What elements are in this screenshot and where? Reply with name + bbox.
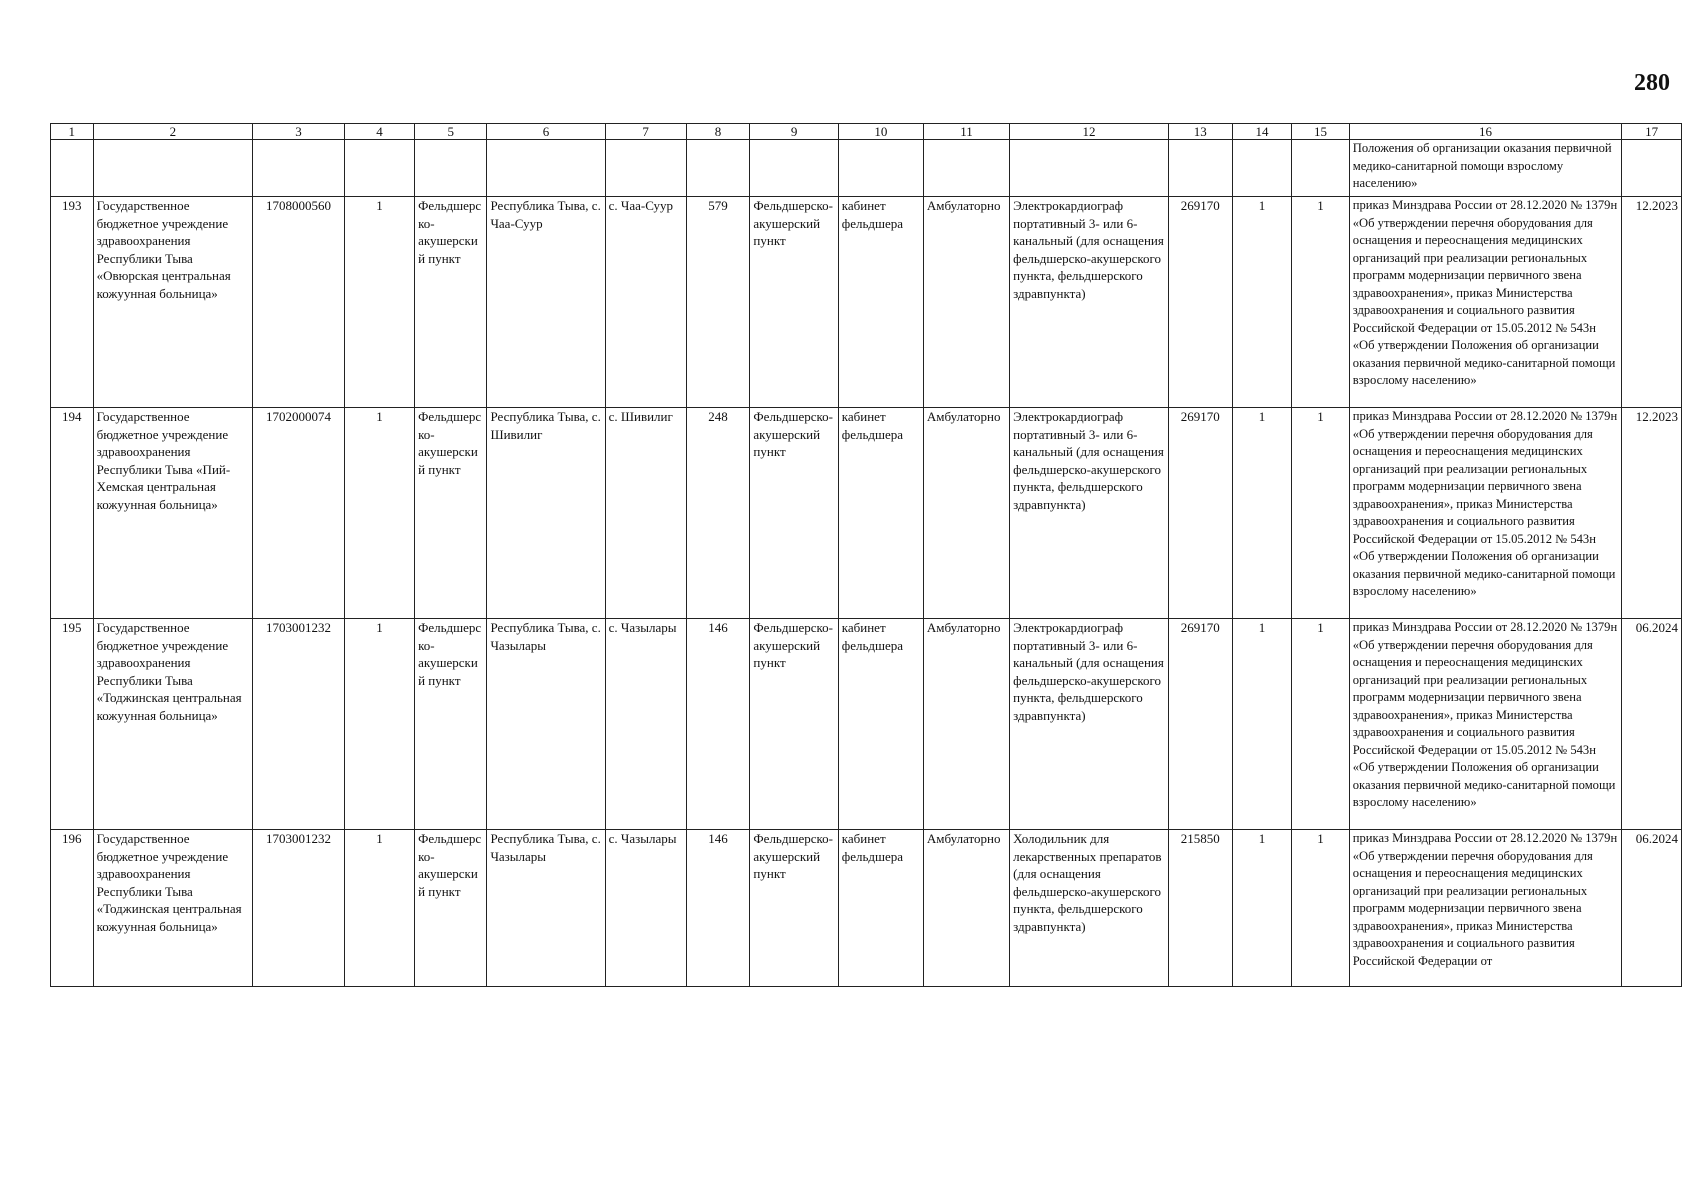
- column-header: 12: [1010, 124, 1169, 140]
- room-cell: кабинет фельдшера: [838, 619, 923, 830]
- care-type-cell: Амбулаторно: [923, 408, 1009, 619]
- care-type-cell: Амбулаторно: [923, 830, 1009, 987]
- date-cell: 06.2024: [1622, 619, 1682, 830]
- institution-cell: Государственное бюджетное учреждение здравоохранения Республики Тыва «Пий-Хемская центральная кожуунная больница»: [93, 408, 253, 619]
- equipment-table: [50, 123, 1682, 987]
- price-cell: 269170: [1168, 197, 1232, 408]
- count-cell: 1: [1292, 408, 1349, 619]
- price-cell: 215850: [1168, 830, 1232, 987]
- quantity-cell: 1: [344, 830, 414, 987]
- unit-cell: Фельдшерско-акушерский пункт: [750, 619, 838, 830]
- column-header: 3: [253, 124, 345, 140]
- column-header: 1: [51, 124, 94, 140]
- column-header: 14: [1232, 124, 1292, 140]
- count-cell: 1: [1292, 830, 1349, 987]
- table-row: [51, 830, 1682, 987]
- page-number: 280: [1634, 70, 1670, 96]
- facility-type-cell: Фельдшерско-акушерский пункт: [415, 408, 487, 619]
- column-header: 16: [1349, 124, 1622, 140]
- column-header: 13: [1168, 124, 1232, 140]
- equipment-cell: Электрокардиограф портативный 3- или 6-канальный (для оснащения фельдшерско-акушерского пункта, фельдшерского здравпункта): [1010, 408, 1169, 619]
- count-cell: 1: [1292, 619, 1349, 830]
- count-cell: 1: [1232, 619, 1292, 830]
- basis-cell: приказ Минздрава России от 28.12.2020 № 1379н «Об утверждении перечня оборудования для оснащения и переоснащения медицинских организаций при реализации региональных программ модернизации первичного звена здравоохранения», приказ Министерства здравоохранения и социального развития Российской Федерации от: [1349, 830, 1622, 987]
- column-header: 10: [838, 124, 923, 140]
- equipment-cell: Электрокардиограф портативный 3- или 6-канальный (для оснащения фельдшерско-акушерского пункта, фельдшерского здравпункта): [1010, 619, 1169, 830]
- count-cell: 1: [1232, 830, 1292, 987]
- institution-cell: Государственное бюджетное учреждение здравоохранения Республики Тыва «Тоджинская центральная кожуунная больница»: [93, 619, 253, 830]
- quantity-cell: 1: [344, 197, 414, 408]
- room-cell: кабинет фельдшера: [838, 830, 923, 987]
- continuation-basis-cell: Положения об организации оказания первичной медико-санитарной помощи взрослому населению»: [1349, 140, 1622, 197]
- row-number-cell: 193: [51, 197, 94, 408]
- region-cell: Республика Тыва, с. Чазылары: [487, 619, 605, 830]
- region-cell: Республика Тыва, с. Шивилиг: [487, 408, 605, 619]
- population-cell: 146: [686, 830, 750, 987]
- row-number-cell: 195: [51, 619, 94, 830]
- settlement-cell: с. Чазылары: [605, 830, 686, 987]
- count-cell: 1: [1232, 408, 1292, 619]
- care-type-cell: Амбулаторно: [923, 619, 1009, 830]
- basis-cell: приказ Минздрава России от 28.12.2020 № 1379н «Об утверждении перечня оборудования для оснащения и переоснащения медицинских организаций при реализации региональных программ модернизации первичного звена здравоохранения», приказ Министерства здравоохранения и социального развития Российской Федерации от 15.05.2012 № 543н «Об утверждении Положения об организации оказания первичной медико-санитарной помощи взрослому населению»: [1349, 408, 1622, 619]
- row-number-cell: 194: [51, 408, 94, 619]
- population-cell: 146: [686, 619, 750, 830]
- date-cell: 06.2024: [1622, 830, 1682, 987]
- settlement-cell: с. Шивилиг: [605, 408, 686, 619]
- column-header: 5: [415, 124, 487, 140]
- room-cell: кабинет фельдшера: [838, 197, 923, 408]
- column-header: 4: [344, 124, 414, 140]
- facility-type-cell: Фельдшерско-акушерский пункт: [415, 197, 487, 408]
- equipment-cell: Электрокардиограф портативный 3- или 6-канальный (для оснащения фельдшерско-акушерского пункта, фельдшерского здравпункта): [1010, 197, 1169, 408]
- region-cell: Республика Тыва, с. Чаа-Суур: [487, 197, 605, 408]
- column-header: 2: [93, 124, 253, 140]
- column-header: 15: [1292, 124, 1349, 140]
- column-header: 11: [923, 124, 1009, 140]
- price-cell: 269170: [1168, 408, 1232, 619]
- count-cell: 1: [1292, 197, 1349, 408]
- settlement-cell: с. Чазылары: [605, 619, 686, 830]
- population-cell: 248: [686, 408, 750, 619]
- column-header: 9: [750, 124, 838, 140]
- basis-cell: приказ Минздрава России от 28.12.2020 № 1379н «Об утверждении перечня оборудования для оснащения и переоснащения медицинских организаций при реализации региональных программ модернизации первичного звена здравоохранения», приказ Министерства здравоохранения и социального развития Российской Федерации от 15.05.2012 № 543н «Об утверждении Положения об организации оказания первичной медико-санитарной помощи взрослому населению»: [1349, 197, 1622, 408]
- column-number-row: [51, 124, 1682, 140]
- code-cell: 1702000074: [253, 408, 345, 619]
- facility-type-cell: Фельдшерско-акушерский пункт: [415, 830, 487, 987]
- institution-cell: Государственное бюджетное учреждение здравоохранения Республики Тыва «Тоджинская центральная кожуунная больница»: [93, 830, 253, 987]
- equipment-cell: Холодильник для лекарственных препаратов (для оснащения фельдшерско-акушерского пункта, фельдшерского здравпункта): [1010, 830, 1169, 987]
- column-header: 7: [605, 124, 686, 140]
- unit-cell: Фельдшерско-акушерский пункт: [750, 197, 838, 408]
- code-cell: 1703001232: [253, 619, 345, 830]
- unit-cell: Фельдшерско-акушерский пункт: [750, 830, 838, 987]
- code-cell: 1708000560: [253, 197, 345, 408]
- basis-cell: приказ Минздрава России от 28.12.2020 № 1379н «Об утверждении перечня оборудования для оснащения и переоснащения медицинских организаций при реализации региональных программ модернизации первичного звена здравоохранения», приказ Министерства здравоохранения и социального развития Российской Федерации от 15.05.2012 № 543н «Об утверждении Положения об организации оказания первичной медико-санитарной помощи взрослому населению»: [1349, 619, 1622, 830]
- quantity-cell: 1: [344, 408, 414, 619]
- price-cell: 269170: [1168, 619, 1232, 830]
- population-cell: 579: [686, 197, 750, 408]
- facility-type-cell: Фельдшерско-акушерский пункт: [415, 619, 487, 830]
- column-header: 6: [487, 124, 605, 140]
- row-number-cell: 196: [51, 830, 94, 987]
- table-row: [51, 197, 1682, 408]
- unit-cell: Фельдшерско-акушерский пункт: [750, 408, 838, 619]
- room-cell: кабинет фельдшера: [838, 408, 923, 619]
- date-cell: 12.2023: [1622, 197, 1682, 408]
- settlement-cell: с. Чаа-Суур: [605, 197, 686, 408]
- column-header: 8: [686, 124, 750, 140]
- care-type-cell: Амбулаторно: [923, 197, 1009, 408]
- code-cell: 1703001232: [253, 830, 345, 987]
- region-cell: Республика Тыва, с. Чазылары: [487, 830, 605, 987]
- institution-cell: Государственное бюджетное учреждение здравоохранения Республики Тыва «Овюрская центральная кожуунная больница»: [93, 197, 253, 408]
- table-row: [51, 408, 1682, 619]
- table-row: [51, 619, 1682, 830]
- date-cell: 12.2023: [1622, 408, 1682, 619]
- continuation-row: [51, 140, 1682, 197]
- quantity-cell: 1: [344, 619, 414, 830]
- column-header: 17: [1622, 124, 1682, 140]
- count-cell: 1: [1232, 197, 1292, 408]
